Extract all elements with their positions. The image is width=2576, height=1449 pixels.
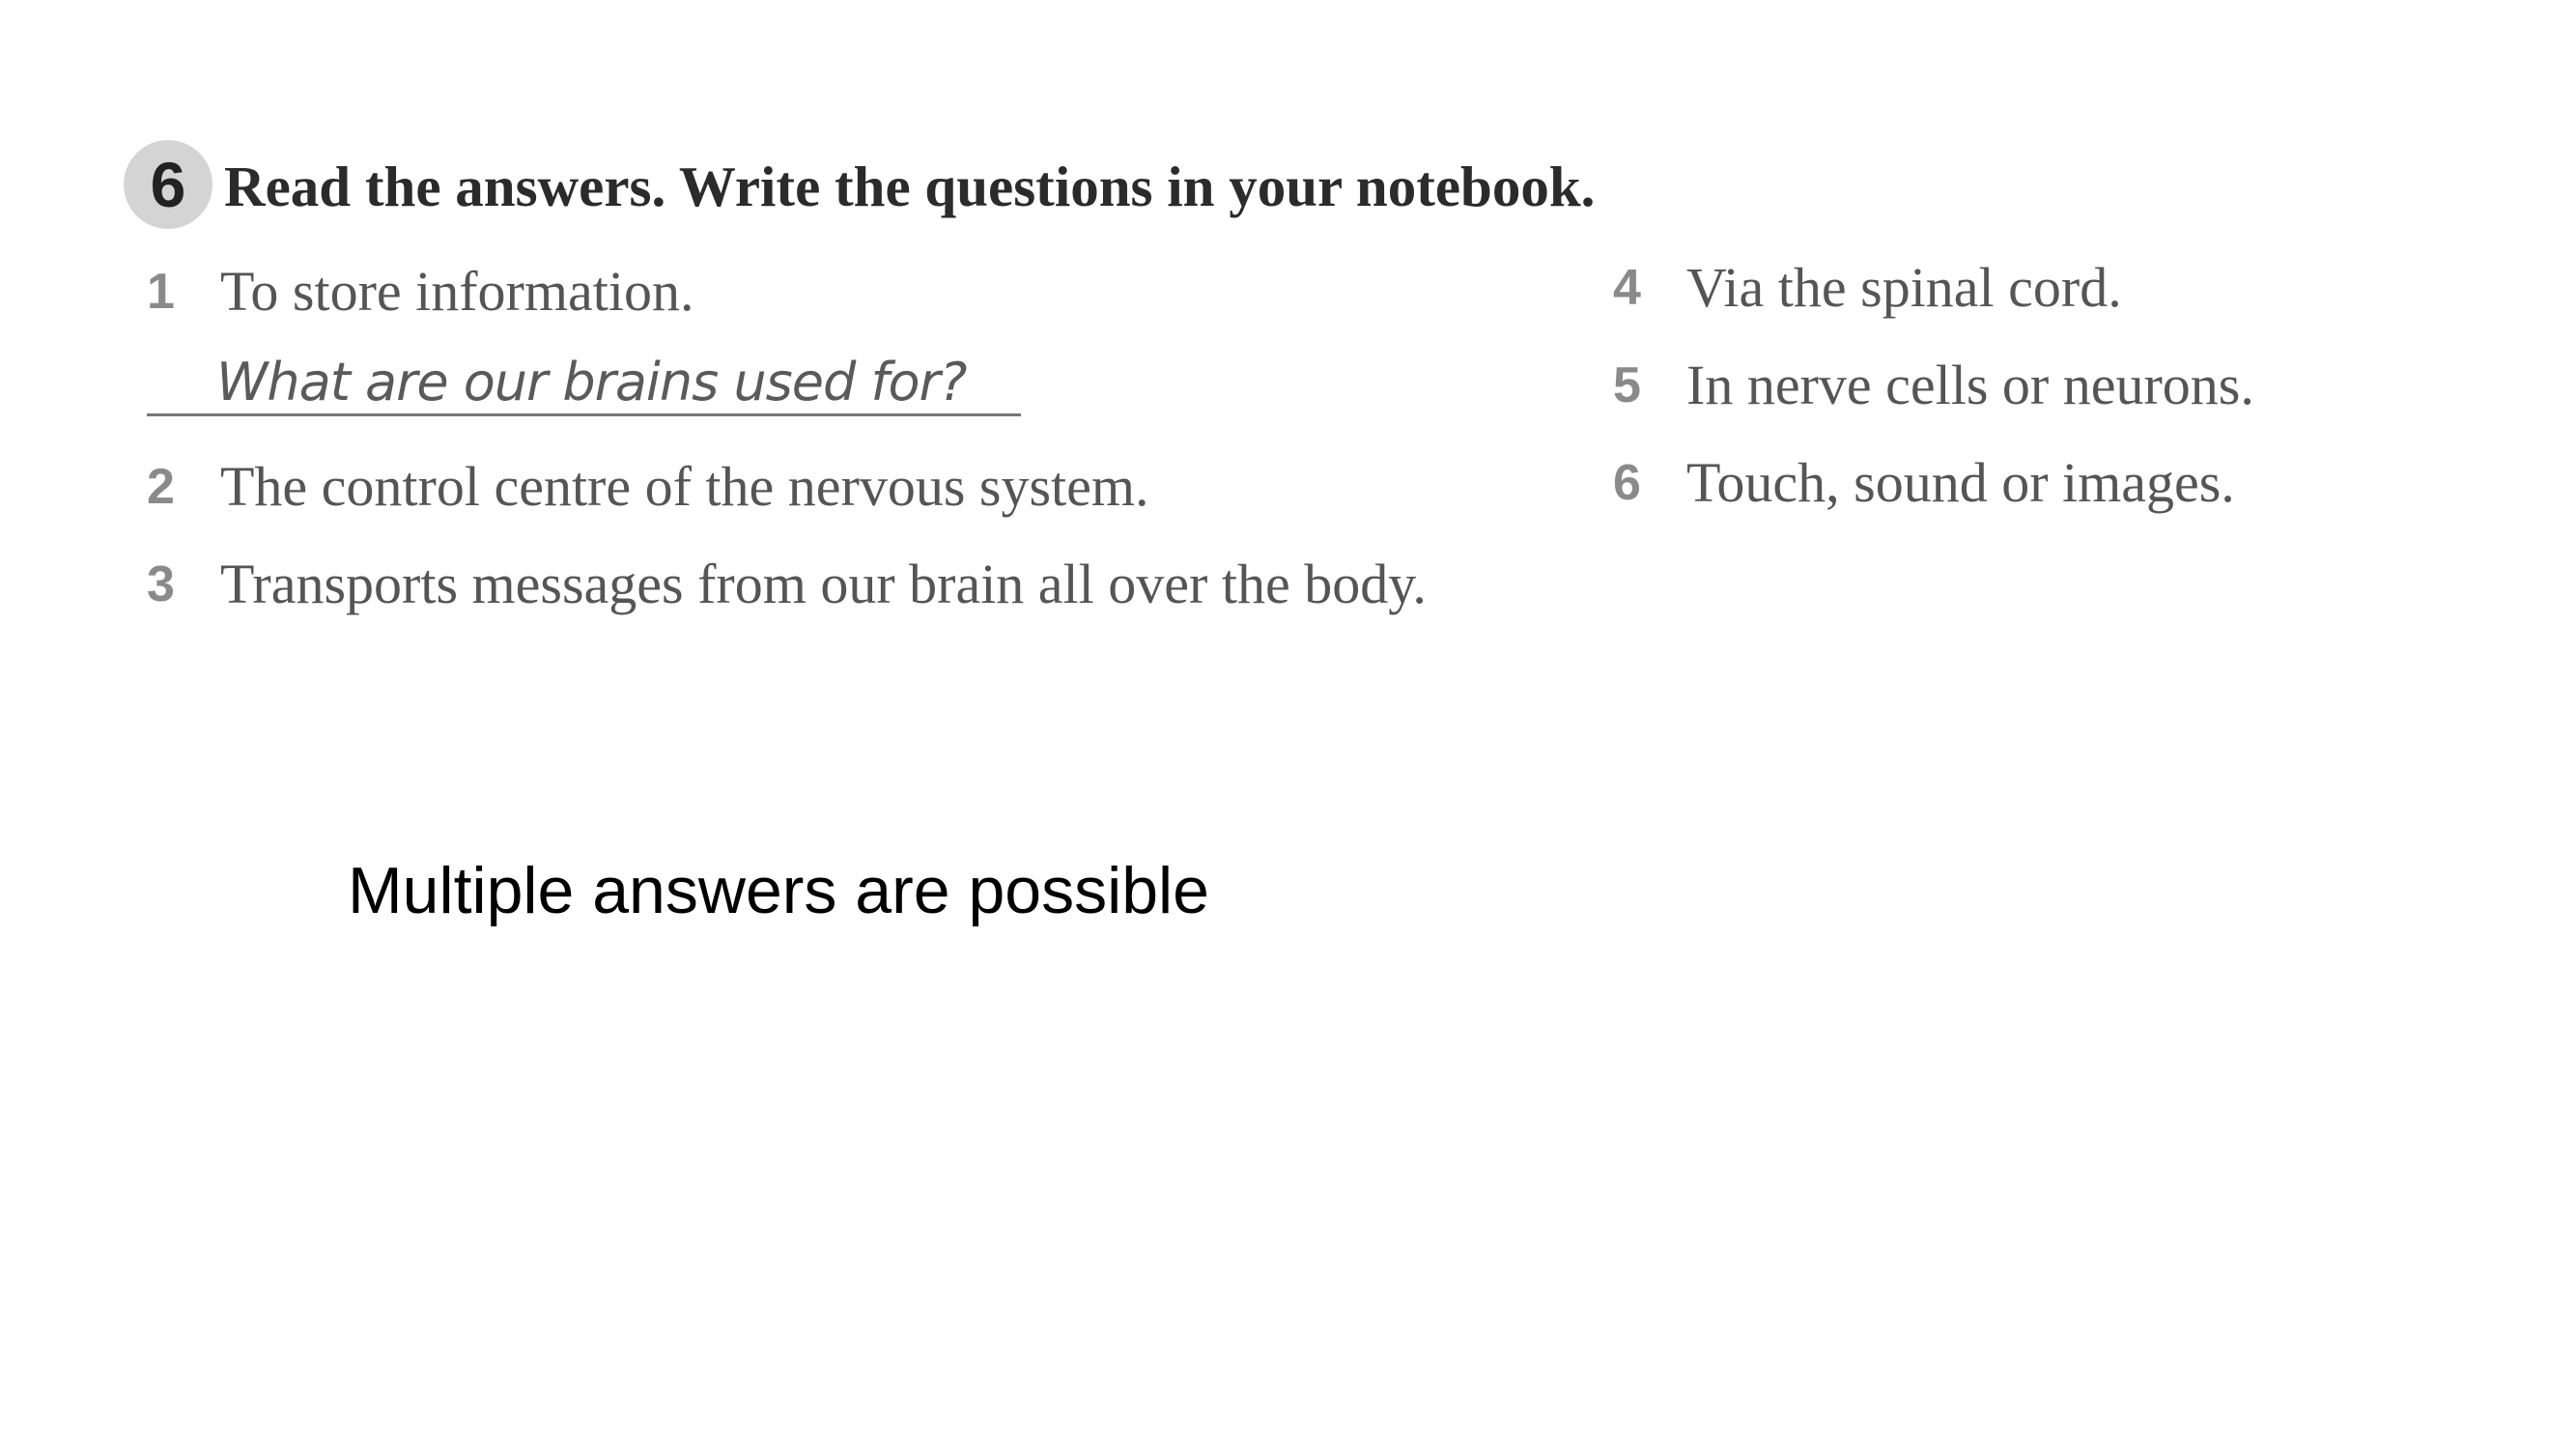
note-text: Multiple answers are possible	[348, 854, 1209, 927]
example-answer-line	[147, 352, 1021, 416]
item-text: Via the spinal cord.	[1686, 256, 2122, 319]
exercise-instruction: Read the answers. Write the questions in your notebook.	[224, 155, 1596, 218]
example-answer-text: What are our brains used for?	[216, 352, 967, 412]
item-number: 3	[147, 556, 175, 612]
item-text: In nerve cells or neurons.	[1686, 354, 2254, 416]
item-number: 6	[1613, 455, 1641, 511]
item-text: To store information.	[220, 260, 694, 323]
item-number: 5	[1613, 357, 1641, 413]
item-text: Touch, sound or images.	[1686, 451, 2235, 514]
item-number: 4	[1613, 260, 1641, 316]
item-text: The control centre of the nervous system.	[220, 455, 1149, 518]
item-text: Transports messages from our brain all over the body.	[220, 553, 1427, 615]
exercise-number-badge: 6	[124, 140, 212, 229]
item-number: 1	[147, 264, 175, 320]
exercise-block	[0, 0, 2576, 676]
item-number: 2	[147, 459, 175, 515]
